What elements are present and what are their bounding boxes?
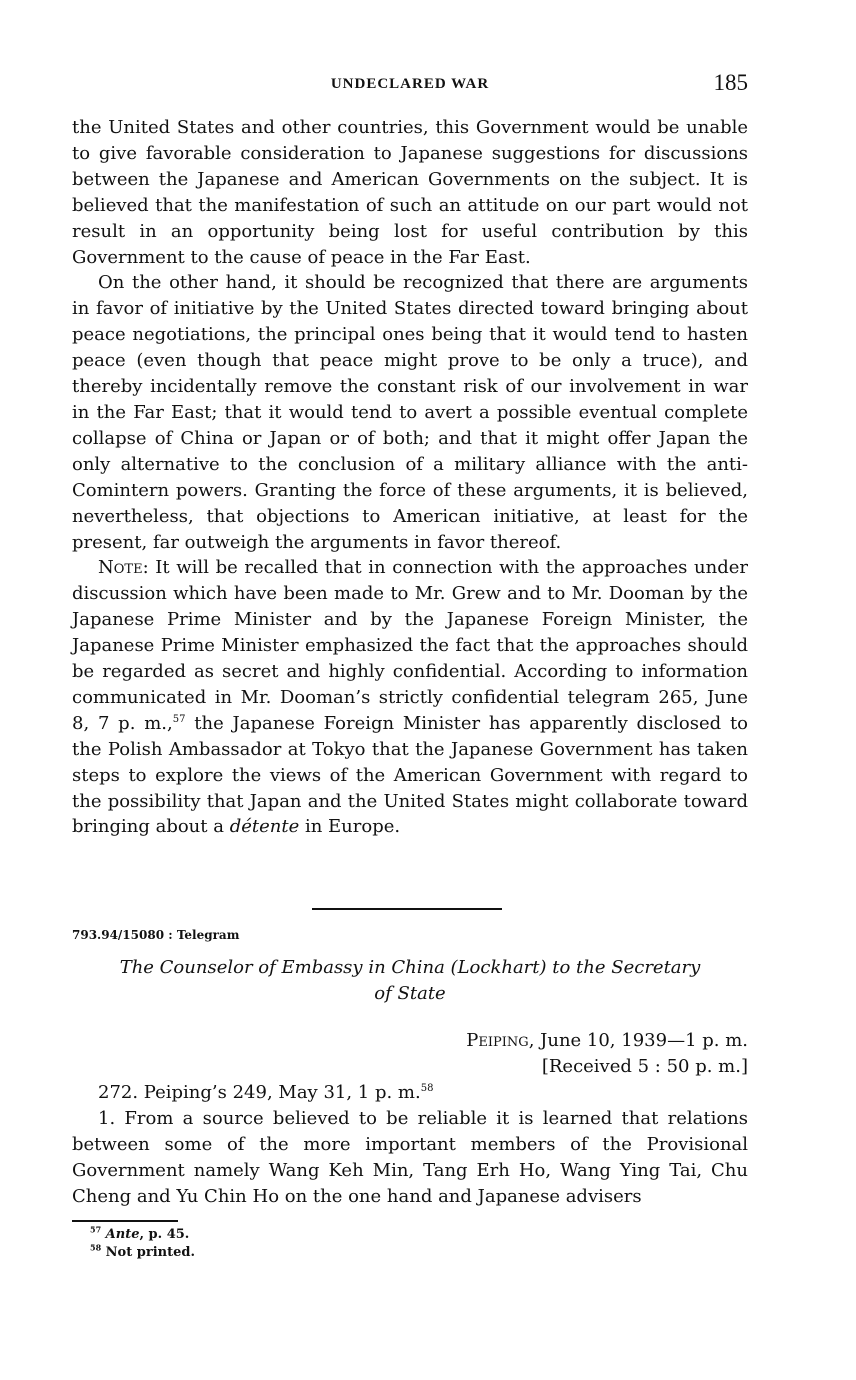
document-title-line-2: of State [374, 983, 446, 1004]
footnotes [90, 1226, 195, 1262]
footnote-text: Not printed. [105, 1245, 195, 1260]
dateline-received: [Received 5 : 50 p. m.] [541, 1056, 748, 1077]
file-reference: 793.94/15080 : Telegram [72, 928, 240, 942]
telegram-body [72, 1080, 748, 1210]
note-text-b: the Japanese Foreign Minister has apparently disclosed to the Polish Ambassador at Tokyo that the Japanese Government has taken steps to explore the views of the American Government with regard to the possibility that Japan and the United States might collaborate toward bringing about a [72, 712, 749, 838]
telegram-reference [72, 1080, 748, 1106]
running-head: UNDECLARED WAR [330, 76, 490, 92]
footnote-ref-58: 58 [420, 1083, 434, 1094]
footnote-divider [72, 1220, 178, 1222]
note-text-c: in Europe. [299, 816, 401, 838]
dateline-sent [466, 1028, 748, 1054]
telegram-reference-text: 272. Peiping’s 249, May 31, 1 p. m. [98, 1082, 421, 1103]
note-label: Note [98, 557, 143, 579]
footnote-57 [90, 1226, 195, 1244]
section-divider [312, 908, 502, 910]
footnote-text: , p. 45. [139, 1227, 190, 1242]
telegram-paragraph-1: 1. From a source believed to be reliable it is learned that relations between some of the more important members of the Provisional Government namely Wang Keh Min, Tang Erh Ho, Wang Ying Tai, Chu Cheng and Yu Chin Ho on the one hand and Japanese advisers [72, 1108, 748, 1207]
paragraph-note [72, 555, 748, 840]
footnote-58 [90, 1244, 195, 1262]
document-title-line-1: The Counselor of Embassy in China (Lockhart) to the Secretary [119, 957, 701, 978]
page-number: 185 [713, 70, 748, 95]
paragraph-1: the United States and other countries, this Government would be unable to give favorable consideration to Japanese suggestions for discussions between the Japanese and American Governments on the subject. It is believed that the manifestation of such an attitude on our part would not result in an opportunity being lost for useful contribution by this Government to the cause of peace in the Far East. [72, 117, 748, 268]
note-italic-word: détente [229, 816, 300, 838]
footnote-italic: Ante [105, 1227, 140, 1242]
document-title [72, 955, 748, 1007]
dateline [466, 1028, 748, 1080]
body-text [72, 115, 748, 840]
dateline-place: Peiping [466, 1030, 529, 1051]
note-text-a: : It will be recalled that in connection with the approaches under discussion which have been made to Mr. Grew and to Mr. Dooman by the Japanese Prime Minister and by the Japanese Foreign Minister, the Japanese Prime Minister emphasized the fact that the approaches should be regarded as secret and highly confidential. According to information communicated in Mr. Dooman’s strictly confidential telegram 265, June 8, 7 p. m., [72, 557, 748, 734]
paragraph-2: On the other hand, it should be recognized that there are arguments in favor of initiative by the United States directed toward bringing about peace negotiations, the principal ones being that it would tend to hasten peace (even though that peace might prove to be only a truce), and thereby incidentally remove the constant risk of our involvement in war in the Far East; that it would tend to avert a possible eventual complete collapse of China or Japan or of both; and that it might offer Japan the only alternative to the conclusion of a military alliance with the anti-Comintern powers. Granting the force of these arguments, it is believed, nevertheless, that objections to American initiative, at least for the present, far outweigh the arguments in favor thereof. [72, 272, 748, 553]
page-header [72, 70, 748, 100]
dateline-date: , June 10, 1939—1 p. m. [528, 1030, 748, 1051]
footnote-number: 57 [90, 1224, 102, 1235]
footnote-number: 58 [90, 1242, 102, 1253]
footnote-ref-57: 57 [172, 713, 186, 725]
